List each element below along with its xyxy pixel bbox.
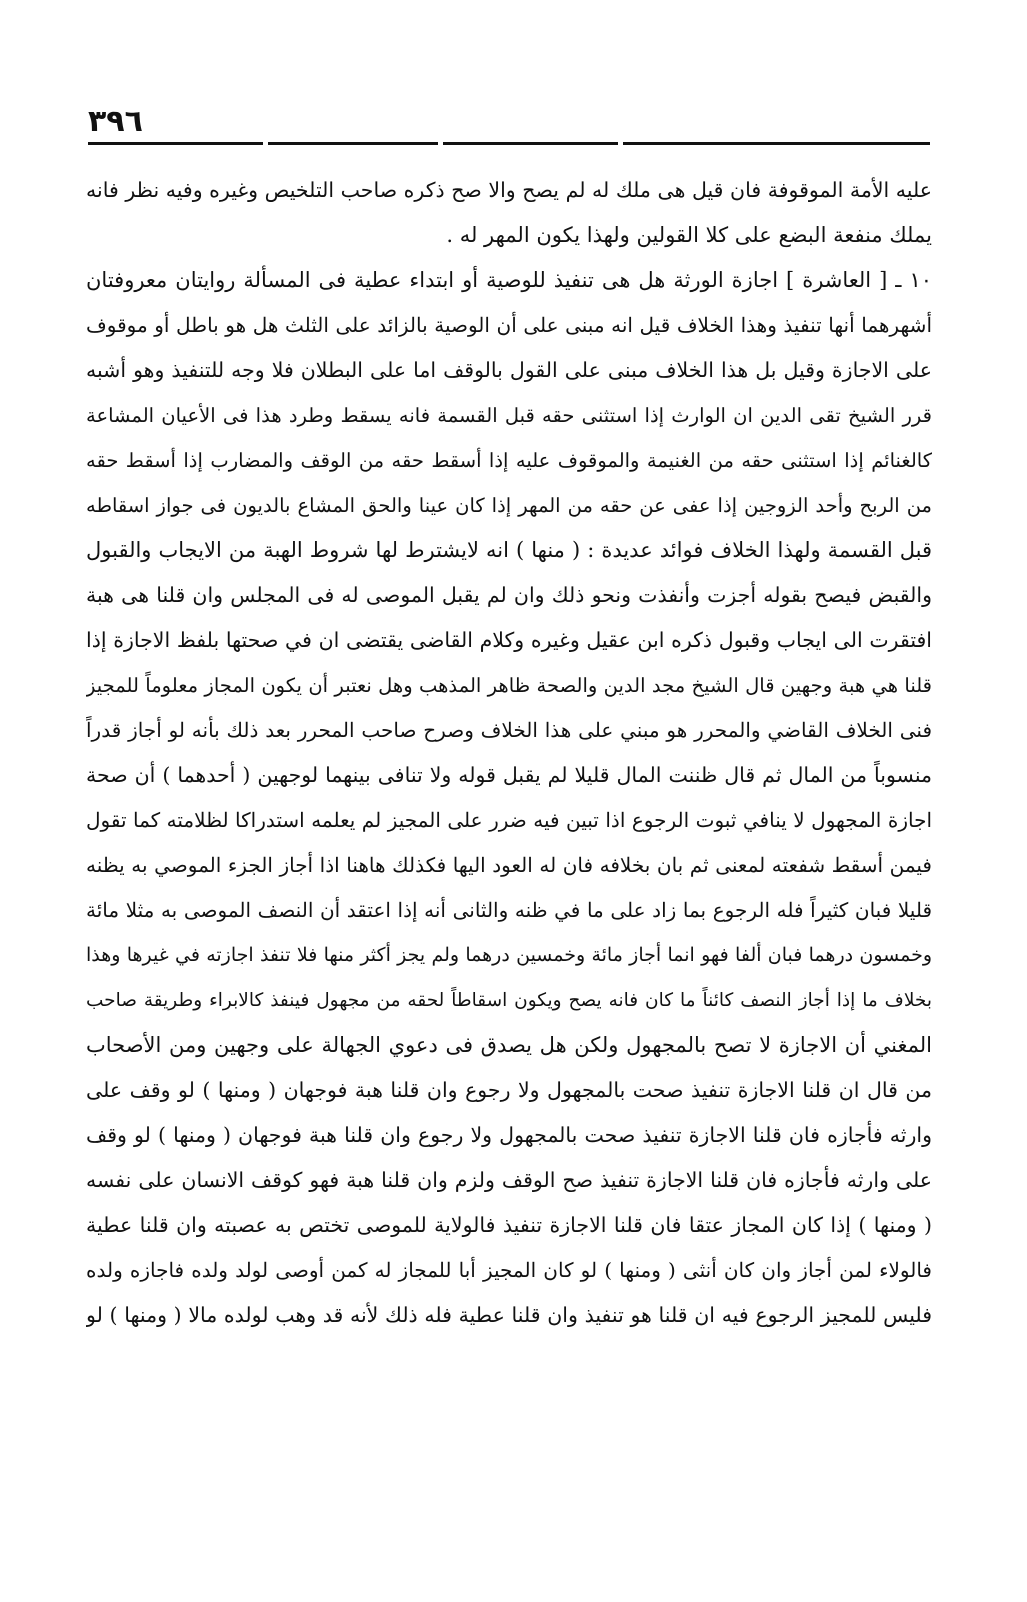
text-line: ( ومنها ) إذا كان المجاز عتقا فان قلنا الاجازة تنفيذ فالولاية للموصى تختص به عصبته وان قلنا عطية — [86, 1213, 932, 1237]
text-line: يملك منفعة البضع على كلا القولين ولهذا يكون المهر له . — [446, 223, 932, 247]
text-line: وارثه فأجازه فان قلنا الاجازة تنفيذ صحت بالمجهول ولا رجوع وان قلنا هبة فوجهان ( ومنها ) لو وقف — [86, 1123, 932, 1147]
text-line: والقبض فيصح بقوله أجزت وأنفذت ونحو ذلك وان لم يقبل الموصى له فى المجلس وان قلنا هى هبة — [86, 583, 932, 607]
text-line: وخمسون درهما فبان ألفا فهو انما أجاز مائة وخمسين درهما ولم يجز أكثر منها فلا تنفذ اجازته في غيرها وهذا — [86, 944, 932, 966]
text-line: قبل القسمة ولهذا الخلاف فوائد عديدة : ( منها ) انه لايشترط لها شروط الهبة من الايجاب والقبول — [86, 538, 932, 562]
page-number: ٣٩٦ — [88, 104, 143, 139]
text-line: فيمن أسقط شفعته لمعنى ثم بان بخلافه فان له العود اليها فكذلك هاهنا اذا أجاز الجزء الموصي به يظنه — [86, 853, 932, 877]
text-line: قلنا هي هبة وجهين قال الشيخ مجد الدين والصحة ظاهر المذهب وهل نعتبر أن يكون المجاز معلوماً للمجيز — [86, 674, 932, 697]
text-line: بخلاف ما إذا أجاز النصف كائناً ما كان فانه يصح ويكون اسقاطاً لحقه من مجهول فينفذ كالابراء وطريقة صاحب — [86, 990, 932, 1011]
text-line: قليلا فبان كثيراً فله الرجوع بما زاد على ما في ظنه والثانى أنه إذا اعتقد أن النصف الموصى به مثلا مائة — [86, 898, 932, 922]
rule-segment — [623, 142, 930, 145]
header-rule — [88, 142, 930, 150]
rule-segment — [443, 142, 618, 145]
text-line: ١٠ ـ [ العاشرة ] اجازة الورثة هل هى تنفيذ للوصية أو ابتداء عطية فى المسألة روايتان معروفتان — [86, 268, 932, 292]
text-line: أشهرهما أنها تنفيذ وهذا الخلاف قيل انه مبنى على أن الوصية بالزائد على الثلث هل هو باطل أو موقوف — [86, 313, 932, 337]
text-line: المغني أن الاجازة لا تصح بالمجهول ولكن هل يصدق فى دعوي الجهالة على وجهين ومن الأصحاب — [86, 1033, 932, 1057]
text-line: قرر الشيخ تقى الدين ان الوارث إذا استثنى حقه قبل القسمة فانه يسقط وطرد هذا فى الأعيان المشاعة — [86, 404, 932, 427]
text-line: من الربح وأحد الزوجين إذا عفى عن حقه من المهر إذا كان عينا والحق المشاع بالديون فى جواز اسقاطه — [86, 494, 932, 517]
text-line: فليس للمجيز الرجوع فيه ان قلنا هو تنفيذ وان قلنا عطية فله ذلك لأنه قد وهب لولده مالا ( ومنها ) لو — [86, 1303, 932, 1327]
text-line: عليه الأمة الموقوفة فان قيل هى ملك له لم يصح والا صح ذكره صاحب التلخيص وغيره وفيه نظر فانه — [86, 178, 932, 202]
text-line: على وارثه فأجازه فان قلنا الاجازة تنفيذ صح الوقف ولزم وان قلنا هبة فهو كوقف الانسان على نفسه — [86, 1168, 932, 1192]
text-line: فنى الخلاف القاضي والمحرر هو مبني على هذا الخلاف وصرح صاحب المحرر بعد ذلك بأنه لو أجاز قدراً — [86, 718, 932, 742]
text-line: على الاجازة وقيل بل هذا الخلاف مبنى على القول بالوقف اما على البطلان فلا وجه للتنفيذ وهو أشبه — [86, 358, 932, 382]
text-line: كالغنائم إذا استثنى حقه من الغنيمة والموقوف عليه إذا أسقط حقه من الوقف والمضارب إذا أسقط حقه — [86, 449, 932, 472]
text-line: افتقرت الى ايجاب وقبول ذكره ابن عقيل وغيره وكلام القاضى يقتضى ان في صحتها بلفظ الاجازة إذا — [86, 628, 932, 652]
page-header — [88, 104, 930, 156]
body-text — [86, 168, 932, 1338]
rule-segment — [268, 142, 438, 145]
text-line: اجازة المجهول لا ينافي ثبوت الرجوع اذا تبين فيه ضرر على المجيز لم يعلمه استدراكا لظلامته كما تقول — [86, 808, 932, 832]
rule-segment — [88, 142, 263, 145]
text-line: منسوباً من المال ثم قال ظننت المال قليلا لم يقبل قوله ولا تنافى بينهما لوجهين ( أحدهما ) أن صحة — [86, 763, 932, 787]
text-line: من قال ان قلنا الاجازة تنفيذ صحت بالمجهول ولا رجوع وان قلنا هبة فوجهان ( ومنها ) لو وقف على — [86, 1078, 932, 1102]
text-line: فالولاء لمن أجاز وان كان أنثى ( ومنها ) لو كان المجيز أبا للمجاز له كمن أوصى لولد ولده فاجازه ولده — [86, 1258, 932, 1282]
